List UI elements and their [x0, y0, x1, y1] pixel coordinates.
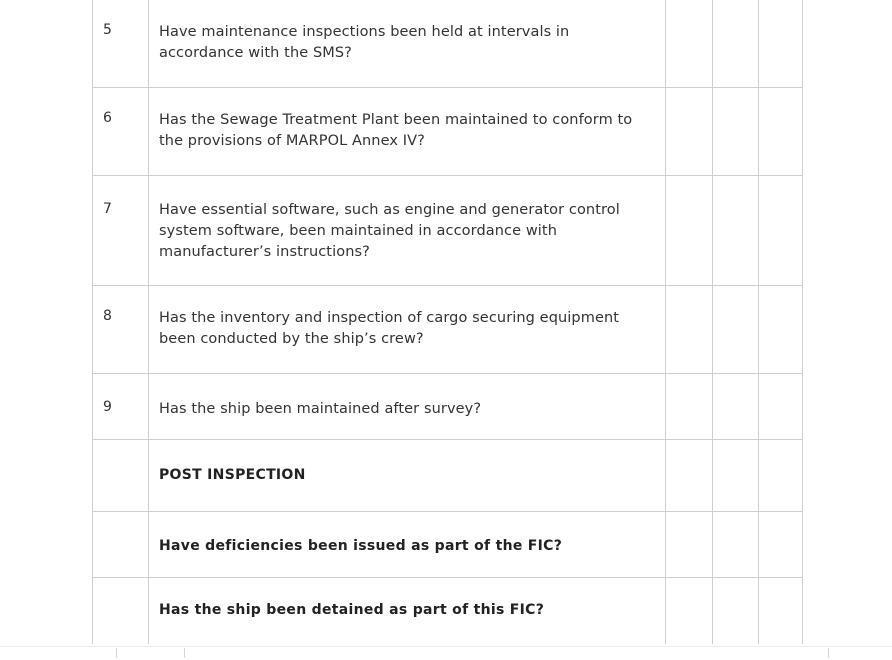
answer-cell-yes[interactable]: [665, 286, 712, 373]
table-row: [92, 0, 803, 88]
answer-cell-na[interactable]: [758, 374, 803, 439]
answer-cell-na[interactable]: [758, 176, 803, 285]
post-inspection-heading-row: [92, 440, 803, 512]
row-number: 7: [92, 176, 148, 285]
page-edge-mark: [116, 648, 117, 658]
answer-cell-yes: [665, 440, 712, 511]
table-row: [92, 286, 803, 374]
page-edge-mark: [828, 648, 829, 658]
section-heading: POST INSPECTION: [148, 440, 665, 511]
answer-cell-yes[interactable]: [665, 374, 712, 439]
answer-cell-na[interactable]: [758, 88, 803, 175]
answer-cell-na[interactable]: [758, 578, 803, 644]
question-text: Has the ship been maintained after survey?: [148, 374, 665, 439]
answer-cell-no[interactable]: [712, 88, 758, 175]
answer-cell-no[interactable]: [712, 512, 758, 577]
row-number: 5: [92, 0, 148, 87]
answer-cell-no[interactable]: [712, 578, 758, 644]
answer-cell-no[interactable]: [712, 176, 758, 285]
answer-cell-yes[interactable]: [665, 512, 712, 577]
answer-cell-yes[interactable]: [665, 176, 712, 285]
answer-cell-no: [712, 440, 758, 511]
page-bottom-rule: [0, 646, 892, 647]
question-text: Have essential software, such as engine and generator control system software, been maintained in accordance with manufacturer’s instructions?: [148, 176, 665, 285]
answer-cell-yes[interactable]: [665, 578, 712, 644]
table-row: [92, 88, 803, 176]
inspection-checklist-table: [92, 0, 803, 644]
question-text: Has the Sewage Treatment Plant been maintained to conform to the provisions of MARPOL Annex IV?: [148, 88, 665, 175]
answer-cell-na[interactable]: [758, 512, 803, 577]
table-row: [92, 176, 803, 286]
page-edge-mark: [184, 648, 185, 658]
row-number: 6: [92, 88, 148, 175]
answer-cell-na: [758, 440, 803, 511]
answer-cell-na[interactable]: [758, 286, 803, 373]
question-text: Has the inventory and inspection of cargo securing equipment been conducted by the ship’s crew?: [148, 286, 665, 373]
row-number: 8: [92, 286, 148, 373]
answer-cell-no[interactable]: [712, 374, 758, 439]
row-number: 9: [92, 374, 148, 439]
row-number-empty: [92, 578, 148, 644]
question-text: Have maintenance inspections been held at intervals in accordance with the SMS?: [148, 0, 665, 87]
answer-cell-yes[interactable]: [665, 88, 712, 175]
table-row: [92, 512, 803, 578]
answer-cell-no[interactable]: [712, 286, 758, 373]
question-text: Has the ship been detained as part of this FIC?: [148, 578, 665, 644]
question-text: Have deficiencies been issued as part of the FIC?: [148, 512, 665, 577]
row-number-empty: [92, 440, 148, 511]
answer-cell-na[interactable]: [758, 0, 803, 87]
table-row: [92, 578, 803, 644]
answer-cell-no[interactable]: [712, 0, 758, 87]
table-row: [92, 374, 803, 440]
row-number-empty: [92, 512, 148, 577]
answer-cell-yes[interactable]: [665, 0, 712, 87]
